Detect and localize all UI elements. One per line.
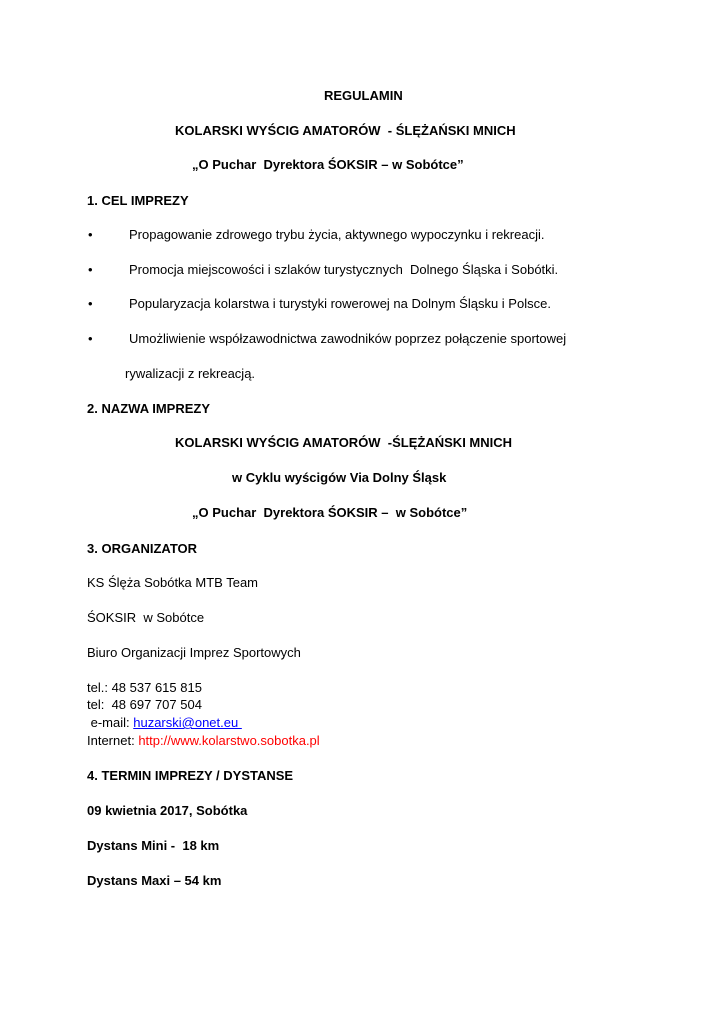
- bullet-icon: •: [88, 296, 93, 311]
- organizer-club: KS Ślęża Sobótka MTB Team: [87, 575, 259, 590]
- event-name-heading: KOLARSKI WYŚCIG AMATORÓW - ŚLĘŻAŃSKI MNICH: [175, 123, 516, 138]
- cup-line: „O Puchar Dyrektora ŚOKSIR – w Sobótce”: [192, 505, 468, 520]
- phone-1: tel.: 48 537 615 815: [87, 680, 202, 695]
- organizer-office: Biuro Organizacji Imprez Sportowych: [87, 645, 301, 660]
- section-heading-goal: 1. CEL IMPREZY: [87, 193, 189, 208]
- section-heading-dates: 4. TERMIN IMPREZY / DYSTANSE: [87, 768, 294, 783]
- list-item: Popularyzacja kolarstwa i turystyki rowerowej na Dolnym Śląsku i Polsce.: [129, 296, 551, 311]
- section-heading-name: 2. NAZWA IMPREZY: [87, 401, 211, 416]
- website-link[interactable]: http://www.kolarstwo.sobotka.pl: [138, 733, 320, 748]
- email-row: [87, 715, 242, 731]
- internet-label: Internet:: [87, 733, 139, 748]
- distance-mini: Dystans Mini - 18 km: [87, 838, 220, 853]
- distance-maxi: Dystans Maxi – 54 km: [87, 873, 222, 888]
- event-name-line: KOLARSKI WYŚCIG AMATORÓW -ŚLĘŻAŃSKI MNICH: [175, 435, 513, 450]
- section-heading-organizer: 3. ORGANIZATOR: [87, 541, 198, 556]
- phone-2: tel: 48 697 707 504: [87, 697, 202, 712]
- list-item-continuation: rywalizacji z rekreacją.: [125, 366, 256, 381]
- event-date: 09 kwietnia 2017, Sobótka: [87, 803, 248, 818]
- list-item: Propagowanie zdrowego trybu życia, aktywnego wypoczynku i rekreacji.: [129, 227, 545, 242]
- series-line: w Cyklu wyścigów Via Dolny Śląsk: [232, 470, 447, 485]
- email-label: e-mail:: [87, 715, 134, 730]
- cup-heading: „O Puchar Dyrektora ŚOKSIR – w Sobótce”: [192, 157, 464, 172]
- email-link[interactable]: huzarski@onet.eu: [133, 715, 242, 730]
- internet-row: [87, 733, 320, 749]
- list-item: Promocja miejscowości i szlaków turystycznych Dolnego Śląska i Sobótki.: [129, 262, 559, 277]
- bullet-icon: •: [88, 227, 93, 242]
- organizer-center: ŚOKSIR w Sobótce: [87, 610, 205, 625]
- bullet-icon: •: [88, 262, 93, 277]
- document-title: REGULAMIN: [324, 88, 403, 103]
- bullet-icon: •: [88, 331, 93, 346]
- list-item: Umożliwienie współzawodnictwa zawodników poprzez połączenie sportowej: [129, 331, 567, 346]
